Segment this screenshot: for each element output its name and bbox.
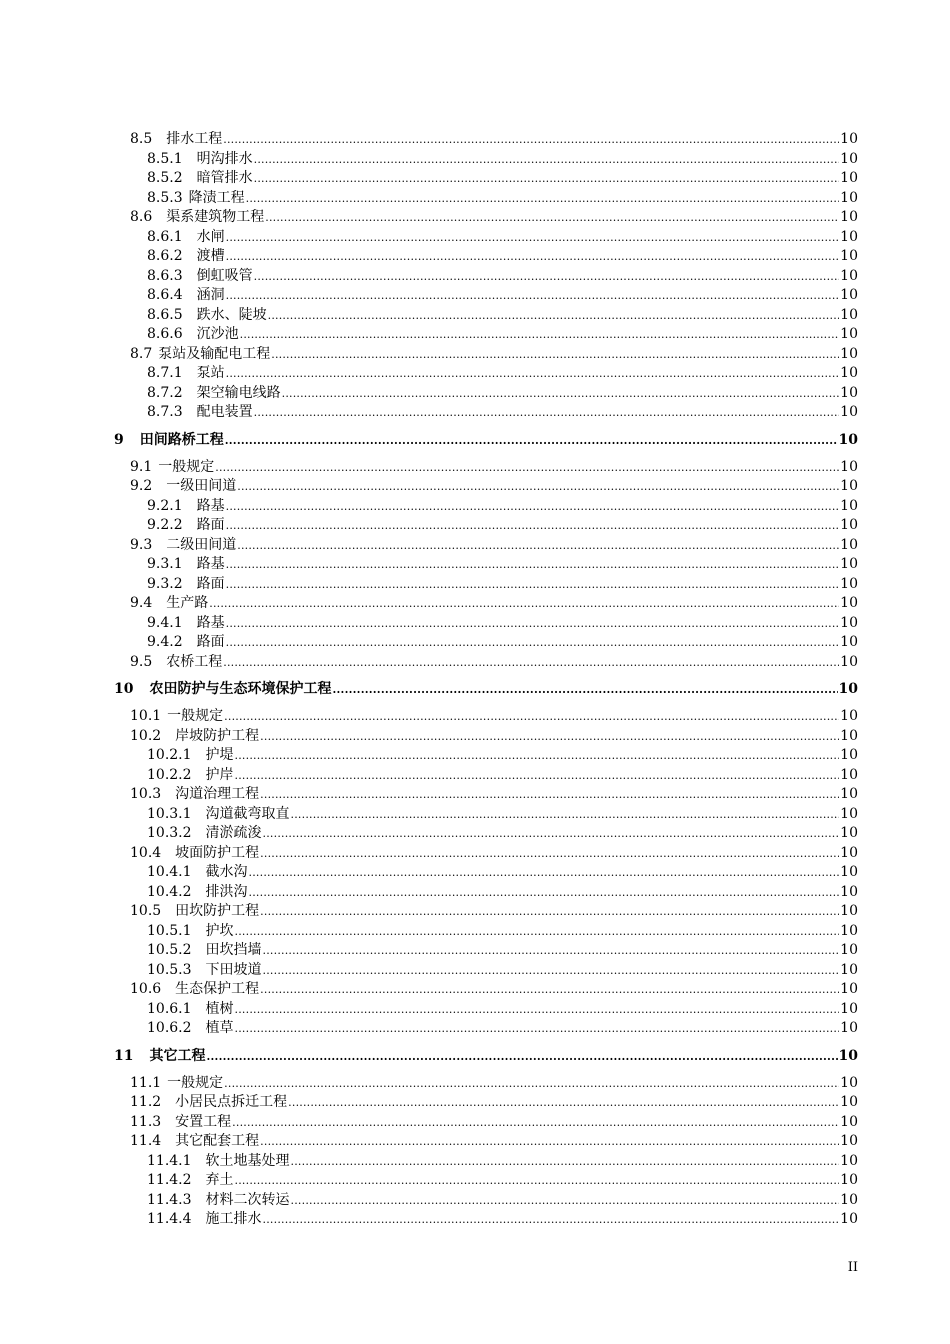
toc-entry[interactable] [0, 1191, 950, 1211]
toc-entry[interactable] [0, 863, 950, 883]
toc-entry-page: 10 [840, 248, 858, 264]
toc-entry-number: 11 [114, 1047, 134, 1064]
toc-entry[interactable] [0, 941, 950, 961]
toc-dot-leader [268, 306, 840, 326]
toc-entry-title: 渠系建筑物工程 [166, 209, 265, 225]
toc-dot-leader [226, 228, 840, 248]
toc-entry-page: 10 [840, 805, 858, 822]
toc-entry-number: 8.6.2 [147, 248, 183, 264]
toc-entry-title: 泵站及输配电工程 [158, 345, 271, 362]
toc-entry-title: 沉沙池 [196, 326, 239, 342]
toc-entry-title: 小居民点拆迁工程 [175, 1094, 288, 1110]
toc-entry-page: 10 [840, 404, 858, 420]
toc-entry-number: 10 [114, 681, 134, 697]
toc-entry-number: 8.6.4 [147, 287, 183, 303]
toc-dot-leader [265, 208, 839, 228]
toc-entry-page: 10 [840, 942, 858, 958]
toc-entry-title: 明沟排水 [196, 150, 253, 167]
toc-entry-title: 植树 [205, 1000, 234, 1017]
toc-dot-leader [226, 497, 840, 517]
toc-dot-leader [263, 1210, 840, 1230]
toc-dot-leader [260, 785, 839, 805]
toc-entry-title: 二级田间道 [166, 536, 237, 553]
toc-entry-page: 10 [840, 478, 858, 494]
toc-entry[interactable] [0, 902, 950, 922]
toc-entry-title: 生态保护工程 [175, 981, 260, 997]
toc-entry[interactable] [0, 1132, 950, 1152]
toc-entry[interactable] [0, 130, 950, 150]
toc-entry[interactable] [0, 653, 950, 673]
toc-dot-leader [291, 1191, 840, 1211]
toc-entry-number: 10.5.2 [147, 942, 192, 958]
toc-entry-title: 排水工程 [166, 131, 223, 147]
toc-entry[interactable] [0, 364, 950, 384]
toc-entry-number: 9.1 [130, 458, 153, 475]
toc-entry-title: 田坎挡墙 [205, 942, 262, 958]
toc-dot-leader [226, 555, 840, 575]
toc-entry-page: 10 [840, 131, 858, 147]
toc-entry-page: 10 [840, 536, 858, 553]
toc-entry[interactable] [0, 1152, 950, 1172]
toc-entry[interactable] [0, 766, 950, 786]
toc-dot-leader [260, 980, 839, 1000]
toc-dot-leader [215, 458, 839, 478]
toc-entry-title: 材料二次转运 [205, 1191, 290, 1208]
toc-entry-number: 9.3 [130, 536, 153, 553]
toc-entry-number: 8.7.1 [147, 365, 183, 381]
toc-entry[interactable] [0, 189, 950, 209]
toc-entry-number: 8.6 [130, 209, 153, 225]
toc-entry-number: 10.4 [130, 844, 162, 861]
toc-entry[interactable] [0, 208, 950, 228]
toc-entry-number: 10.2 [130, 727, 162, 744]
toc-entry-title: 路面 [196, 517, 225, 533]
toc-dot-leader [237, 536, 839, 556]
toc-entry-title: 路基 [196, 556, 225, 572]
toc-entry-number: 10.2.1 [147, 747, 192, 763]
toc-dot-leader [226, 364, 840, 384]
toc-dot-leader [254, 169, 840, 189]
toc-entry-number: 9.2.1 [147, 497, 183, 514]
toc-entry-page: 10 [840, 1094, 858, 1110]
toc-entry-page: 10 [840, 228, 858, 245]
toc-entry-number: 8.6.3 [147, 267, 183, 284]
toc-entry-title: 一级田间道 [166, 478, 237, 494]
toc-entry-number: 10.3 [130, 786, 162, 802]
toc-entry[interactable] [0, 384, 950, 404]
toc-entry-title: 倒虹吸管 [196, 267, 253, 284]
toc-dot-leader [235, 922, 840, 942]
toc-entry-title: 路基 [196, 614, 225, 631]
toc-entry-number: 8.7.2 [147, 384, 183, 401]
toc-entry-page: 10 [840, 708, 858, 724]
toc-dot-leader [263, 941, 840, 961]
toc-entry-number: 9.4 [130, 595, 153, 611]
toc-dot-leader [249, 863, 840, 883]
toc-entry-title: 水闸 [196, 228, 225, 245]
toc-entry-title: 截水沟 [205, 864, 248, 880]
toc-entry-page: 10 [840, 981, 858, 997]
toc-entry-number: 8.5.2 [147, 170, 183, 186]
toc-entry[interactable] [0, 1000, 950, 1020]
toc-dot-leader [235, 1171, 840, 1191]
toc-entry[interactable] [0, 844, 950, 864]
toc-dot-leader [332, 679, 837, 701]
toc-dot-leader [235, 746, 840, 766]
toc-entry[interactable] [0, 785, 950, 805]
toc-entry-title: 植草 [205, 1020, 234, 1036]
toc-entry-title: 路面 [196, 634, 225, 650]
toc-entry-number: 10.6.2 [147, 1020, 192, 1036]
toc-dot-leader [291, 805, 840, 825]
toc-entry-number: 8.7.3 [147, 404, 183, 420]
toc-entry-page: 10 [840, 844, 858, 861]
toc-entry-number: 8.6.5 [147, 306, 183, 323]
toc-entry-title: 一般规定 [158, 458, 215, 475]
toc-dot-leader [225, 430, 838, 452]
toc-dot-leader [223, 653, 839, 673]
toc-entry-title: 软土地基处理 [205, 1152, 290, 1169]
toc-dot-leader [260, 844, 839, 864]
toc-entry-page: 10 [840, 384, 858, 401]
toc-dot-leader [223, 130, 839, 150]
toc-entry-page: 10 [840, 365, 858, 381]
toc-entry[interactable] [0, 555, 950, 575]
toc-dot-leader [260, 902, 839, 922]
toc-dot-leader [263, 961, 840, 981]
toc-entry-title: 降渍工程 [188, 189, 245, 206]
toc-dot-leader [237, 477, 839, 497]
toc-entry-page: 10 [840, 614, 858, 631]
table-of-contents [0, 130, 950, 1230]
toc-dot-leader [226, 516, 840, 536]
toc-entry-title: 路面 [196, 575, 225, 592]
toc-entry-page: 10 [840, 727, 858, 744]
toc-dot-leader [254, 150, 840, 170]
toc-entry[interactable] [0, 707, 950, 727]
toc-entry-page: 10 [838, 431, 858, 448]
toc-entry[interactable] [0, 345, 950, 365]
toc-dot-leader [226, 614, 840, 634]
toc-dot-leader [226, 247, 840, 267]
toc-entry-title: 弃土 [205, 1172, 234, 1188]
toc-entry[interactable] [0, 1171, 950, 1191]
toc-entry-page: 10 [840, 1191, 858, 1208]
toc-entry-page: 10 [840, 287, 858, 303]
toc-dot-leader [206, 1046, 837, 1068]
toc-dot-leader [226, 286, 840, 306]
toc-dot-leader [288, 1093, 839, 1113]
toc-dot-leader [249, 883, 840, 903]
toc-entry-title: 农田防护与生态环境保护工程 [149, 681, 332, 697]
toc-entry-page: 10 [840, 556, 858, 572]
toc-dot-leader [291, 1152, 840, 1172]
toc-entry-page: 10 [840, 458, 858, 475]
toc-entry[interactable] [0, 516, 950, 536]
toc-entry-page: 10 [840, 766, 858, 783]
toc-entry-number: 10.4.1 [147, 864, 192, 880]
toc-entry-page: 10 [840, 209, 858, 225]
toc-entry[interactable] [0, 286, 950, 306]
toc-entry-number: 11.4.3 [147, 1191, 192, 1208]
toc-entry-title: 护堤 [205, 747, 234, 763]
toc-entry[interactable] [0, 614, 950, 634]
toc-dot-leader [235, 1000, 840, 1020]
toc-entry-page: 10 [840, 1000, 858, 1017]
toc-dot-leader [226, 633, 840, 653]
toc-entry-page: 10 [840, 267, 858, 284]
toc-entry[interactable] [0, 922, 950, 942]
toc-entry-number: 10.6.1 [147, 1000, 192, 1017]
toc-dot-leader [224, 707, 839, 727]
toc-entry-title: 坡面防护工程 [175, 844, 260, 861]
toc-entry-number: 9.2.2 [147, 517, 183, 533]
toc-entry-title: 其它工程 [149, 1047, 206, 1064]
toc-entry-number: 8.6.6 [147, 326, 183, 342]
toc-entry-page: 10 [840, 189, 858, 206]
toc-entry-number: 11.1 [130, 1074, 162, 1091]
toc-entry-number: 9.3.2 [147, 575, 183, 592]
toc-entry-title: 生产路 [166, 595, 209, 611]
toc-dot-leader [254, 403, 840, 423]
toc-dot-leader [232, 1113, 839, 1133]
toc-entry-title: 护岸 [205, 766, 234, 783]
toc-entry-title: 其它配套工程 [175, 1133, 260, 1149]
toc-entry-page: 10 [838, 1047, 858, 1064]
toc-entry[interactable] [0, 805, 950, 825]
toc-entry-number: 8.7 [130, 345, 153, 362]
toc-entry-page: 10 [840, 825, 858, 841]
toc-entry-page: 10 [840, 747, 858, 763]
toc-entry[interactable] [0, 746, 950, 766]
toc-dot-leader [282, 384, 840, 404]
toc-dot-leader [254, 267, 840, 287]
toc-entry-title: 跌水、陡坡 [196, 306, 267, 323]
toc-entry-page: 10 [840, 1172, 858, 1188]
toc-entry-page: 10 [840, 1113, 858, 1130]
toc-entry-page: 10 [840, 497, 858, 514]
toc-entry[interactable] [0, 267, 950, 287]
toc-dot-leader [240, 325, 840, 345]
toc-entry[interactable] [0, 1019, 950, 1039]
toc-entry-number: 10.3.1 [147, 805, 192, 822]
toc-entry-title: 岸坡防护工程 [175, 727, 260, 744]
toc-entry[interactable] [0, 228, 950, 248]
toc-dot-leader [226, 575, 840, 595]
toc-entry[interactable] [0, 961, 950, 981]
toc-entry-title: 下田坡道 [205, 961, 262, 978]
toc-entry[interactable] [0, 169, 950, 189]
toc-entry-page: 10 [840, 786, 858, 802]
toc-entry-number: 9 [114, 431, 124, 448]
toc-entry-page: 10 [840, 170, 858, 186]
toc-entry-page: 10 [840, 345, 858, 362]
toc-entry-number: 8.5.1 [147, 150, 183, 167]
toc-dot-leader [209, 594, 839, 614]
toc-entry-number: 10.5 [130, 903, 162, 919]
toc-entry-page: 10 [840, 306, 858, 323]
toc-entry[interactable] [0, 1074, 950, 1094]
toc-entry-number: 11.4 [130, 1133, 162, 1149]
toc-entry-number: 9.3.1 [147, 556, 183, 572]
toc-entry-title: 一般规定 [167, 1074, 224, 1091]
toc-dot-leader [246, 189, 840, 209]
toc-entry-number: 9.5 [130, 653, 153, 670]
toc-entry-page: 10 [840, 1133, 858, 1149]
toc-entry-page: 10 [840, 150, 858, 167]
toc-entry[interactable] [0, 883, 950, 903]
toc-entry-number: 11.4.2 [147, 1172, 192, 1188]
toc-entry-number: 9.4.2 [147, 634, 183, 650]
toc-entry[interactable] [0, 824, 950, 844]
toc-entry-page: 10 [840, 1020, 858, 1036]
toc-entry[interactable] [0, 727, 950, 747]
toc-entry-number: 10.1 [130, 708, 162, 724]
toc-entry[interactable] [0, 477, 950, 497]
toc-entry-title: 一般规定 [167, 708, 224, 724]
toc-dot-leader [260, 1132, 839, 1152]
toc-entry-page: 10 [840, 517, 858, 533]
toc-chapter-entry[interactable] [0, 429, 950, 451]
toc-entry-number: 10.4.2 [147, 883, 192, 900]
toc-entry[interactable] [0, 594, 950, 614]
toc-entry-page: 10 [840, 903, 858, 919]
toc-entry[interactable] [0, 325, 950, 345]
toc-entry-title: 暗管排水 [196, 170, 253, 186]
toc-entry[interactable] [0, 980, 950, 1000]
toc-entry-page: 10 [840, 883, 858, 900]
toc-entry-page: 10 [840, 575, 858, 592]
toc-dot-leader [235, 766, 840, 786]
toc-entry-number: 8.6.1 [147, 228, 183, 245]
toc-entry[interactable] [0, 403, 950, 423]
toc-dot-leader [224, 1074, 839, 1094]
toc-entry-title: 田间路桥工程 [139, 431, 224, 448]
toc-entry-number: 10.3.2 [147, 825, 192, 841]
toc-entry-page: 10 [840, 864, 858, 880]
toc-entry-number: 10.5.1 [147, 922, 192, 939]
toc-entry[interactable] [0, 1113, 950, 1133]
toc-entry-page: 10 [840, 634, 858, 650]
toc-entry-title: 架空输电线路 [196, 384, 281, 401]
toc-entry[interactable] [0, 1210, 950, 1230]
toc-entry[interactable] [0, 306, 950, 326]
toc-entry-number: 10.2.2 [147, 766, 192, 783]
toc-entry-page: 10 [840, 961, 858, 978]
toc-entry-title: 沟道截弯取直 [205, 805, 290, 822]
toc-entry-title: 排洪沟 [205, 883, 248, 900]
toc-entry-title: 涵洞 [196, 287, 225, 303]
toc-entry[interactable] [0, 150, 950, 170]
toc-entry-title: 清淤疏浚 [205, 825, 262, 841]
toc-entry[interactable] [0, 1093, 950, 1113]
toc-entry-number: 11.3 [130, 1113, 162, 1130]
toc-entry-page: 10 [840, 922, 858, 939]
toc-entry-title: 配电装置 [196, 404, 253, 420]
toc-dot-leader [271, 345, 839, 365]
toc-entry-page: 10 [840, 595, 858, 611]
toc-entry-number: 11.2 [130, 1094, 162, 1110]
toc-entry-title: 农桥工程 [166, 653, 223, 670]
toc-entry-number: 10.5.3 [147, 961, 192, 978]
toc-entry-title: 泵站 [196, 365, 225, 381]
toc-entry-page: 10 [838, 681, 858, 697]
toc-entry-title: 路基 [196, 497, 225, 514]
toc-entry-title: 安置工程 [175, 1113, 232, 1130]
toc-chapter-entry[interactable] [0, 1045, 950, 1067]
toc-entry[interactable] [0, 458, 950, 478]
toc-entry-title: 沟道治理工程 [175, 786, 260, 802]
toc-entry[interactable] [0, 247, 950, 267]
toc-entry-number: 9.4.1 [147, 614, 183, 631]
toc-entry[interactable] [0, 536, 950, 556]
toc-entry-page: 10 [840, 653, 858, 670]
toc-entry-number: 11.4.1 [147, 1152, 192, 1169]
toc-entry-title: 渡槽 [196, 248, 225, 264]
page-number: II [847, 1260, 858, 1275]
toc-entry-number: 8.5 [130, 131, 153, 147]
toc-entry-number: 10.6 [130, 981, 162, 997]
toc-entry-page: 10 [840, 326, 858, 342]
toc-entry[interactable] [0, 575, 950, 595]
toc-entry-page: 10 [840, 1074, 858, 1091]
toc-entry-number: 8.5.3 [147, 189, 183, 206]
toc-chapter-entry[interactable] [0, 678, 950, 700]
toc-dot-leader [260, 727, 839, 747]
toc-dot-leader [235, 1019, 840, 1039]
toc-entry[interactable] [0, 633, 950, 653]
toc-entry-title: 田坎防护工程 [175, 903, 260, 919]
toc-dot-leader [263, 824, 840, 844]
toc-entry-page: 10 [840, 1152, 858, 1169]
toc-entry[interactable] [0, 497, 950, 517]
toc-entry-title: 施工排水 [205, 1211, 262, 1227]
toc-entry-number: 11.4.4 [147, 1211, 192, 1227]
toc-entry-title: 护坎 [205, 922, 234, 939]
toc-entry-page: 10 [840, 1211, 858, 1227]
toc-entry-number: 9.2 [130, 478, 153, 494]
